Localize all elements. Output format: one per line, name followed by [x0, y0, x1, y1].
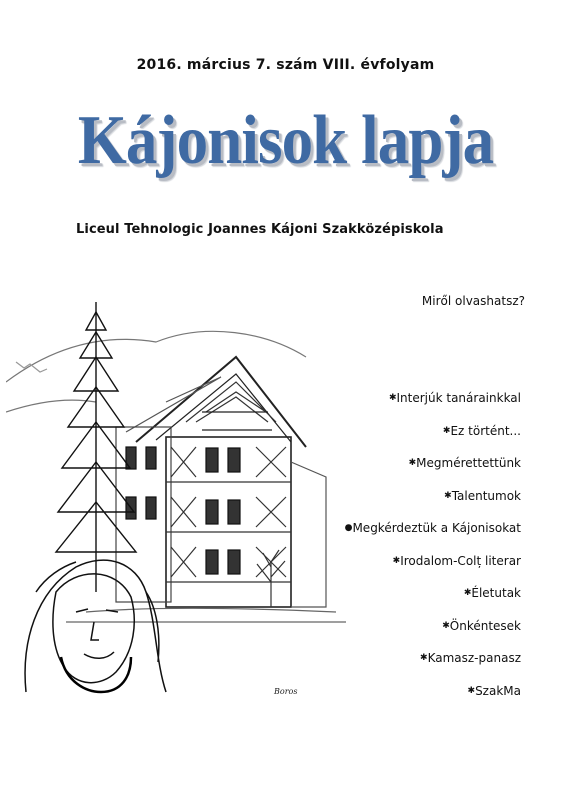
list-item: ✱Életutak [463, 586, 521, 600]
asterisk-icon: ✱ [467, 685, 476, 696]
issue-line: 2016. március 7. szám VIII. évfolyam [136, 57, 435, 73]
list-item: ●Megkérdeztük a Kájonisokat [344, 521, 521, 535]
asterisk-icon: ✱ [388, 393, 397, 403]
asterisk-icon: ✱ [444, 490, 452, 501]
asterisk-icon: ✱ [392, 555, 401, 566]
cover-illustration [6, 262, 362, 702]
asterisk-icon: ✱ [442, 620, 450, 631]
list-item: ✱Ez történt... [442, 423, 521, 438]
asterisk-icon: ✱ [420, 653, 428, 663]
list-item: ✱Megmérettettünk [408, 456, 521, 470]
list-item: ✱Irodalom-Colț literar [392, 553, 521, 568]
list-item: ✱Interjúk tanárainkkal [388, 391, 521, 405]
artist-signature: Boros [274, 687, 298, 696]
contents-list [345, 390, 521, 715]
contents-heading: Miről olvashatsz? [421, 294, 525, 308]
list-item: ✱Talentumok [444, 488, 521, 503]
asterisk-icon: ✱ [463, 588, 472, 598]
list-item: ✱Önkéntesek [442, 618, 521, 633]
asterisk-icon: ✱ [408, 458, 417, 468]
school-name: Liceul Tehnologic Joannes Kájoni Szakközépiskola [76, 222, 444, 237]
list-item: ✱SzakMa [467, 683, 521, 698]
list-item: ✱Kamasz-panasz [420, 651, 521, 665]
bullet-icon: ● [344, 523, 353, 533]
asterisk-icon: ✱ [442, 425, 451, 436]
masthead-title: Kájonisok lapja [77, 102, 494, 179]
